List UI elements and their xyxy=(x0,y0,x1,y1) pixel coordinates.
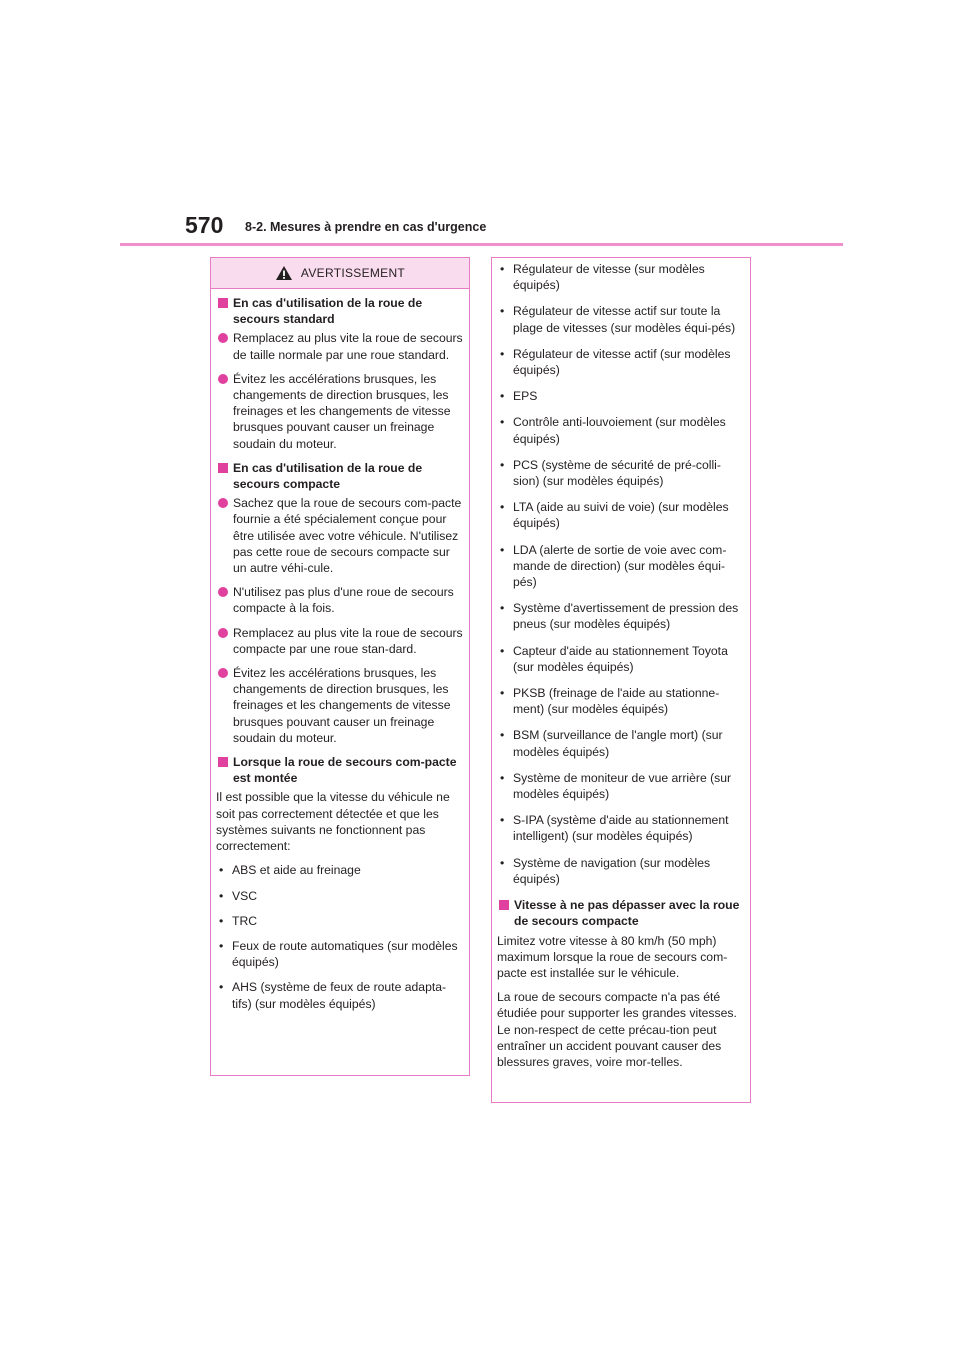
circle-bullet-icon xyxy=(218,374,228,384)
warning-title: AVERTISSEMENT xyxy=(300,266,406,280)
circle-bullet-icon xyxy=(218,668,228,678)
list-item: • BSM (surveillance de l'angle mort) (sur modèles équipés) xyxy=(500,728,723,759)
section-title: 8-2. Mesures à prendre en cas d'urgence xyxy=(245,220,487,234)
circle-bullet-icon xyxy=(218,628,228,638)
list-item: • VSC xyxy=(219,888,258,903)
section-heading: En cas d'utilisation de la roue de secours compacte xyxy=(216,460,463,492)
list-item: • S-IPA (système d'aide au stationnement intelligent) (sur modèles équipés) xyxy=(500,813,729,844)
circle-bullet-icon xyxy=(218,587,228,597)
list-item: Remplacez au plus vite la roue de secours de taille normale par une roue standard. xyxy=(216,330,463,362)
warning-content-left xyxy=(211,289,469,1012)
list-item: • Système de navigation (sur modèles équipés) xyxy=(500,855,711,886)
list-item: • PCS (système de sécurité de pré-colli-sion) (sur modèles équipés) xyxy=(500,457,721,489)
list-item: Évitez les accélérations brusques, les changements de direction brusques, les freinages et les changements de vitesse brusques pouvant causer un freinage soudain du moteur. xyxy=(216,371,463,452)
warning-triangle-icon xyxy=(275,265,293,281)
list-item: • LDA (alerte de sortie de voie avec com-mande de direction) (sur modèles équi-pés) xyxy=(500,542,727,590)
list-item: Remplacez au plus vite la roue de secours compacte par une roue stan-dard. xyxy=(216,625,463,657)
square-bullet-icon xyxy=(218,757,228,767)
list-item: Sachez que la roue de secours com-pacte fournie a été spécialement conçue pour être utilisée avec votre véhicule. N'utilisez pas cette roue de secours compacte sur un autre véhi-cule. xyxy=(216,495,463,576)
section-heading: Vitesse à ne pas dépasser avec la roue de secours compacte xyxy=(497,897,744,929)
warning-box-right xyxy=(491,257,751,1103)
list-item: Évitez les accélérations brusques, les changements de direction brusques, les freinages et les changements de vitesse brusques pouvant causer un freinage soudain du moteur. xyxy=(216,665,463,746)
section-heading: En cas d'utilisation de la roue de secours standard xyxy=(216,295,463,327)
warning-content-right xyxy=(492,258,750,1070)
list-item: • Régulateur de vitesse actif (sur modèles équipés) xyxy=(500,346,731,378)
warning-box-left xyxy=(210,257,470,1076)
page-number: 570 xyxy=(185,212,224,238)
list-item: • TRC xyxy=(219,913,258,928)
paragraph: Limitez votre vitesse à 80 km/h (50 mph) maximum lorsque la roue de secours com-pacte est installée sur le véhicule. xyxy=(497,933,728,980)
list-item: • EPS xyxy=(500,389,538,404)
paragraph: La roue de secours compacte n'a pas été étudiée pour supporter les grandes vitesses. Le non-respect de cette précau-tion peut entraîner un accident pouvant causer des blessures graves, voire mor-telles. xyxy=(497,990,737,1069)
square-bullet-icon xyxy=(499,900,509,910)
list-item: • Contrôle anti-louvoiement (sur modèles équipés) xyxy=(500,415,726,446)
list-item: • LTA (aide au suivi de voie) (sur modèles équipés) xyxy=(500,500,729,531)
square-bullet-icon xyxy=(218,463,228,473)
list-item: • AHS (système de feux de route adapta-tifs) (sur modèles équipés) xyxy=(219,980,447,1011)
list-item: • Système d'avertissement de pression des pneus (sur modèles équipés) xyxy=(500,601,739,632)
list-item: • Feux de route automatiques (sur modèles équipés) xyxy=(219,938,458,970)
circle-bullet-icon xyxy=(218,333,228,343)
header-rule xyxy=(120,243,843,246)
list-item: • Régulateur de vitesse actif sur toute la plage de vitesses (sur modèles équi-pés) xyxy=(500,304,736,335)
list-item: • ABS et aide au freinage xyxy=(219,863,361,878)
intro-paragraph: Il est possible que la vitesse du véhicule ne soit pas correctement détectée et que les systèmes suivants ne fonctionnent pas correctement: xyxy=(216,790,450,854)
warning-header xyxy=(211,258,469,289)
circle-bullet-icon xyxy=(218,498,228,508)
list-item: • PKSB (freinage de l'aide au stationne-ment) (sur modèles équipés) xyxy=(500,686,720,717)
list-item: N'utilisez pas plus d'une roue de secours compacte à la fois. xyxy=(216,584,463,616)
list-item: • Système de moniteur de vue arrière (sur modèles équipés) xyxy=(500,770,732,802)
list-item: • Capteur d'aide au stationnement Toyota (sur modèles équipés) xyxy=(500,643,728,674)
square-bullet-icon xyxy=(218,298,228,308)
list-item: • Régulateur de vitesse (sur modèles équipés) xyxy=(500,262,705,293)
section-heading: Lorsque la roue de secours com-pacte est montée xyxy=(216,754,463,786)
